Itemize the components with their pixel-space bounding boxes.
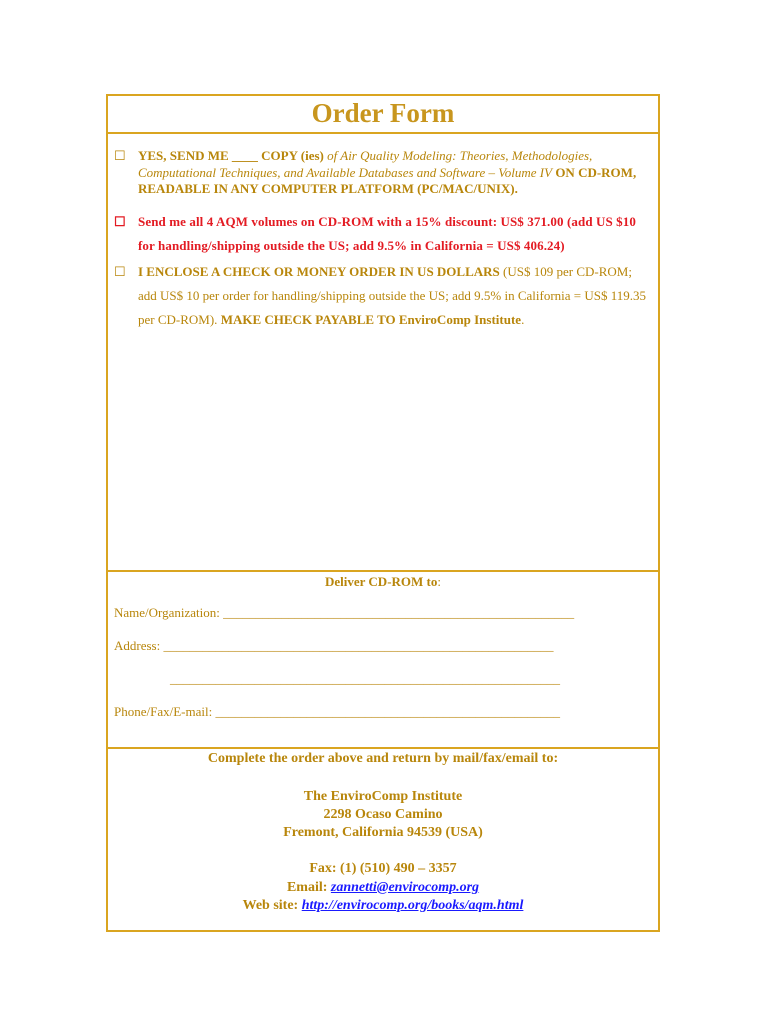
option1-of: of — [323, 148, 341, 163]
website-line — [108, 897, 658, 916]
website-label: Web site: — [242, 898, 302, 913]
checkbox-enclose-check[interactable]: ☐ — [114, 263, 126, 279]
email-link[interactable]: zannetti@envirocomp.org — [330, 879, 480, 895]
order-options — [108, 134, 658, 572]
option-enclose-check — [114, 260, 650, 332]
option1-tail: ON CD-ROM, READABLE IN ANY COMPUTER PLATFORM (PC/MAC/UNIX). — [138, 164, 637, 196]
website-link[interactable]: http://envirocomp.org/books/aqm.html — [301, 898, 524, 913]
contact-info — [108, 860, 658, 916]
mailing-address — [108, 788, 658, 842]
deliver-title-text: Deliver CD-ROM to — [324, 574, 438, 589]
city-address: Fremont, California 94539 (USA) — [283, 825, 483, 840]
option3-end: . — [521, 311, 525, 327]
return-section — [108, 749, 658, 916]
option-send-copies — [114, 148, 650, 198]
option2-text: Send me all 4 AQM volumes on CD-ROM with a 15% discount: US$ 371.00 (add US $10 for handling/shipping outside the US; add 9.5% in California = US$ 406.24) — [138, 213, 636, 253]
deliver-title-colon: : — [437, 574, 442, 589]
option3-payable: MAKE CHECK PAYABLE TO EnviroComp Institute — [220, 311, 522, 327]
checkbox-all-volumes[interactable]: ☐ — [114, 213, 126, 229]
address-field[interactable]: Address: ____________________________________________________________ — [114, 638, 554, 653]
fax-number: Fax: (1) (510) 490 – 3357 — [309, 861, 457, 876]
option-all-volumes — [114, 210, 650, 258]
order-form — [106, 94, 660, 932]
email-label: Email: — [286, 879, 331, 895]
option1-lead: YES, SEND ME ____ COPY (ies) — [138, 148, 324, 163]
option3-lead: I ENCLOSE A CHECK OR MONEY ORDER IN US DOLLARS — [138, 263, 500, 279]
email-line — [108, 879, 658, 898]
option3-details: (US$ 109 per CD-ROM; add US$ 10 per order for handling/shipping outside the US; add 9.5% in California = US$ 119.35 per CD-ROM). — [138, 263, 647, 327]
name-field[interactable]: Name/Organization: ______________________________________________________ — [114, 605, 575, 620]
return-heading: Complete the order above and return by mail/fax/email to: — [207, 751, 559, 766]
deliver-section — [108, 572, 658, 749]
deliver-title — [114, 574, 652, 590]
option1-book-title: Air Quality Modeling: Theories, Methodologies, Computational Techniques, and Available Databases and Software – Volume IV — [138, 148, 593, 180]
phone-fax-email-field[interactable]: Phone/Fax/E-mail: _____________________________________________________ — [114, 704, 560, 719]
address-field-line2[interactable]: ____________________________________________________________ — [170, 671, 560, 686]
form-title: Order Form — [108, 96, 658, 134]
street-address: 2298 Ocaso Camino — [323, 807, 443, 822]
org-name: The EnviroComp Institute — [303, 789, 463, 804]
checkbox-send-copies[interactable]: ☐ — [114, 148, 126, 163]
